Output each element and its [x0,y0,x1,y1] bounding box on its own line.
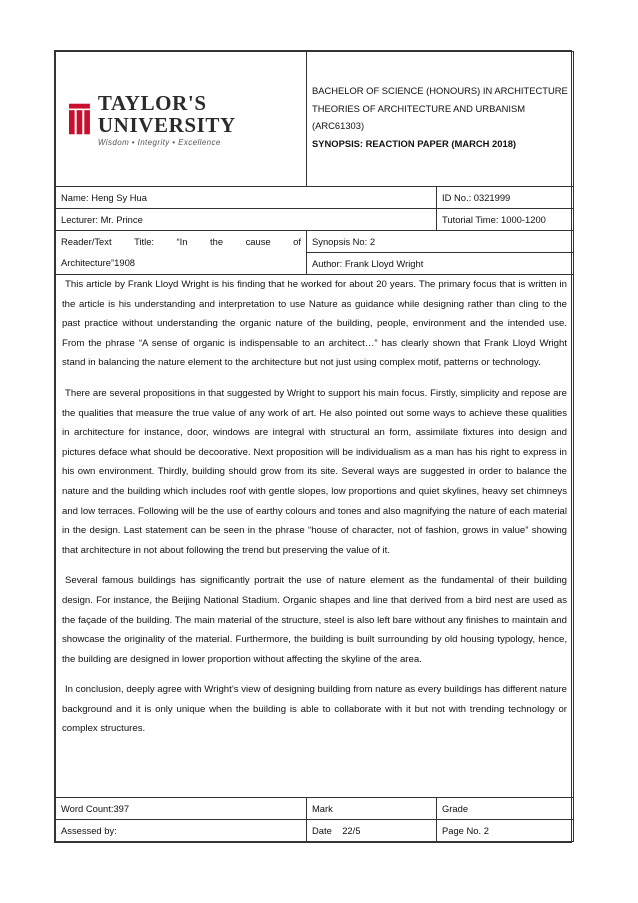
id-field: ID No.: 0321999 [437,187,574,209]
reaction-text [56,275,574,798]
logo-cell [56,52,307,187]
logo-wordmark: TAYLOR'S UNIVERSITY [97,90,236,137]
paragraph: In conclusion, deeply agree with Wright’s view of designing building from nature as every buildings has different nature background and it is only unique when the building is able to collaborate with it but not with trending technology or complex structures. [62,684,568,735]
date-field: Date 22/5 [307,820,437,842]
reader-text-line2: Architecture”1908 [61,257,135,268]
document-title: SYNOPSIS: REACTION PAPER (MARCH 2018) [312,137,517,149]
paragraph: This article by Frank Lloyd Wright is his finding that he worked for about 20 years. The primary focus that is written in the article is his understanding and interpretation to use Nature as guidance while designing rather than cling to the past practice without understanding the organic nature of the building, people, environment and the intended use. From the phrase “A sense of organic is indispensable to an architect…” has clearly shown that Frank Lloyd Wright stand in balancing the nature element to the architecture but not just using complex motif, patterns or technology. [62,279,568,369]
paragraph: Several famous buildings has significantly portrait the use of nature element as the fundamental of their building design. For instance, the Beijing National Stadium. Organic shapes and line that derived from a bird nest are used as the façade of the building. The main material of the structure, steel is also left bare without any finishes to maintain and showcase the originality of the material. Furthermore, the building is built surrounding by old housing typology, hence, the building are designed in lower proportion without affecting the skyline of the area. [62,575,568,665]
course-info-cell [307,52,574,187]
synopsis-form [54,50,572,843]
paragraph: There are several propositions in that suggested by Wright to support his main focus. Firstly, simplicity and repose are the qualities that measure the true value of any work of art. He also pointed out some ways to achieve these qualities in architecture for instance, door, windows are integral with structural an form, assimilate fixtures into design and pictures deface what should be decoorative. Next proposition will be individualism as a man has his right to express in his own environment. Thirdly, building should grow from its site. Several ways are suggested in order to balance the nature and the building which includes roof with gentle slopes, low proportions and quiet skylines, heavy set chimneys and low terraces. Following will be the use of earthy colours and tones and also magnifying the nature of each material in the design. Last statement can be seen in the phrase “house of character, not of fashion, grows in value” showing that architecture in not about following the trend but preserving the value of it. [62,387,568,556]
logo-tagline: Wisdom • Integrity • Excellence [97,137,221,147]
reader-text-field [56,231,307,275]
name-field: Name: Heng Sy Hua [56,187,437,209]
word-count-field: Word Count:397 [56,798,307,820]
reader-text-line1: Reader/Text Title: “In the cause of [61,236,301,247]
grade-field: Grade [437,798,574,820]
author-field: Author: Frank Lloyd Wright [312,258,424,269]
university-logo [69,92,301,147]
course-code: (ARC61303) [312,120,365,131]
course-title: THEORIES OF ARCHITECTURE AND URBANISM [312,102,526,114]
tutorial-field: Tutorial Time: 1000-1200 [437,209,574,231]
assessed-by-field: Assessed by: [56,820,307,842]
mark-field: Mark [307,798,437,820]
form-table [55,51,574,842]
synopsis-cell [307,231,574,275]
lecturer-field: Lecturer: Mr. Prince [56,209,437,231]
synopsis-number: Synopsis No: 2 [307,231,573,253]
crest-icon [69,100,90,138]
page-number-field: Page No. 2 [437,820,574,842]
program-title: BACHELOR OF SCIENCE (HONOURS) IN ARCHITECTURE [312,85,568,96]
